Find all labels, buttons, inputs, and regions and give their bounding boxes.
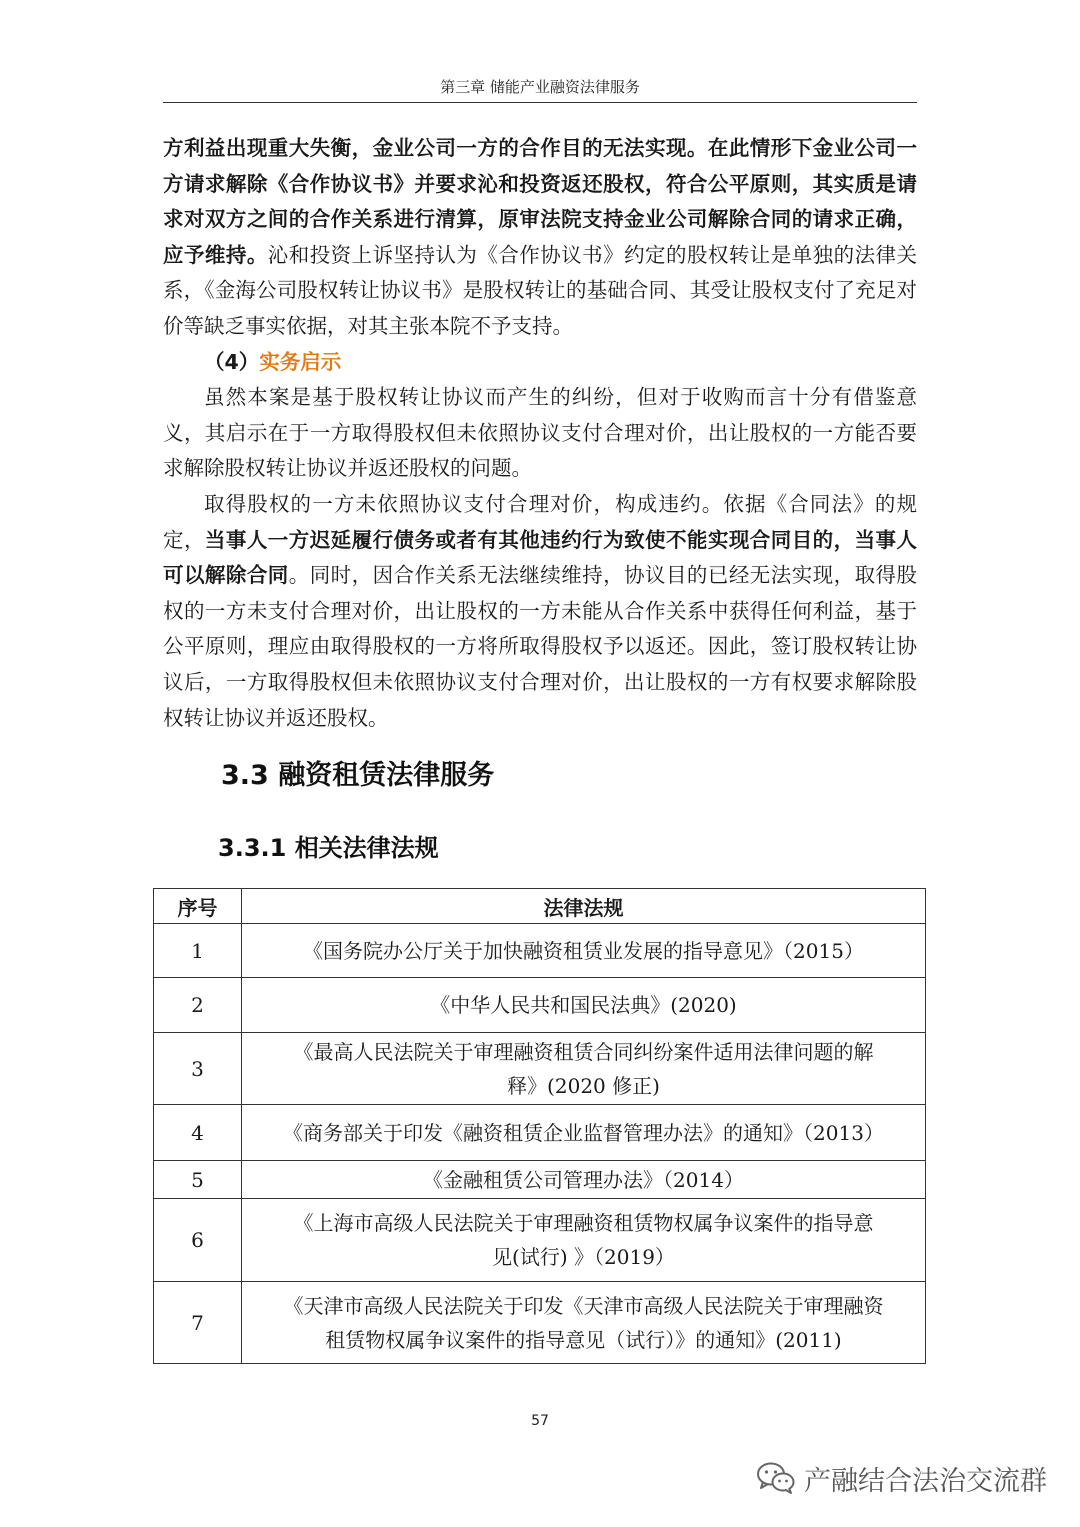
- header-number: 序号: [154, 889, 242, 924]
- row-law: 《国务院办公厅关于加快融资租赁业发展的指导意见》（2015）: [242, 924, 926, 978]
- row-law-line: 《上海市高级人民法院关于审理融资租赁物权属争议案件的指导意: [293, 1211, 874, 1235]
- page-number: 57: [531, 1413, 549, 1429]
- header-law: 法律法规: [242, 889, 926, 924]
- row-law: [242, 1199, 926, 1282]
- paragraph-1-normal: 沁和投资上诉坚持认为《合作协议书》约定的股权转让是单独的法律关系，《金海公司股权转让协议书》是股权转让的基础合同、其受让股权支付了充足对价等缺乏事实依据，对其主张本院不予支持。: [163, 242, 918, 338]
- table-row: [154, 1282, 926, 1364]
- row-number: 2: [154, 978, 242, 1033]
- paragraph-3-bold: 当事人一方迟延履行债务或者有其他违约行为致使不能实现合同目的，当事人可以解除合同: [163, 527, 918, 588]
- table-row: [154, 978, 926, 1033]
- paragraph-3-part-a: 取得股权的一方未依照协议支付合理对价，构成违约。依据《合同法》的规定，: [163, 491, 917, 552]
- row-number: 6: [154, 1199, 242, 1282]
- table-row: [154, 1199, 926, 1282]
- row-law-line: 《最高人民法院关于审理融资租赁合同纠纷案件适用法律问题的解: [293, 1039, 874, 1064]
- paragraph-1-bold: 方利益出现重大失衡，金业公司一方的合作目的无法实现。在此情形下金业公司一方请求解除《合作协议书》并要求沁和投资返还股权，符合公平原则，其实质是请求对双方之间的合作关系进行清算，原审法院支持金业公司解除合同的请求正确，应予维持。: [163, 136, 917, 267]
- paragraph-3: [163, 487, 917, 736]
- section-heading: 3.3 融资租赁法律服务: [221, 760, 495, 791]
- table-row: [154, 1105, 926, 1161]
- watermark: [756, 1458, 1047, 1498]
- paragraph-3-part-b: 。同时，因合作关系无法继续维持，协议目的已经无法实现，取得股权的一方未支付合理对价，出让股权的一方未能从合作关系中获得任何利益，基于公平原则，理应由取得股权的一方将所取得股权予以返还。因此，签订股权转让协议后，一方取得股权但未依照协议支付合理对价，出让股权的一方有权要求解除股权转让协议并返还股权。: [163, 563, 918, 730]
- page-header: 第三章 储能产业融资法律服务: [440, 78, 640, 96]
- table-row: [154, 1161, 926, 1199]
- row-law: 《商务部关于印发《融资租赁企业监督管理办法》的通知》（2013）: [242, 1105, 926, 1161]
- paragraph-2: 虽然本案是基于股权转让协议而产生的纠纷，但对于收购而言十分有借鉴意义，其启示在于一方取得股权但未依照协议支付合理对价，出让股权的一方能否要求解除股权转让协议并返还股权的问题。: [163, 385, 917, 481]
- row-law: 《金融租赁公司管理办法》（2014）: [242, 1161, 926, 1199]
- laws-table: [153, 888, 926, 1364]
- row-law-line: 租赁物权属争议案件的指导意见（试行）》的通知》(2011): [325, 1327, 842, 1352]
- table-row: [154, 924, 926, 978]
- header-divider: [163, 102, 917, 103]
- row-law-line: 释》(2020 修正): [507, 1073, 660, 1098]
- row-law: [242, 1033, 926, 1105]
- paragraph-1: [163, 131, 917, 345]
- row-number: 5: [154, 1161, 242, 1199]
- sub-heading-number: （4）: [204, 349, 260, 374]
- table-header-row: [154, 889, 926, 924]
- row-number: 1: [154, 924, 242, 978]
- row-number: 4: [154, 1105, 242, 1161]
- subsection-heading: 3.3.1 相关法律法规: [218, 834, 439, 862]
- sub-heading: [163, 345, 917, 381]
- row-law-line: 《天津市高级人民法院关于印发《天津市高级人民法院关于审理融资: [283, 1293, 884, 1318]
- row-number: 3: [154, 1033, 242, 1105]
- wechat-icon: [756, 1461, 796, 1495]
- row-number: 7: [154, 1282, 242, 1364]
- sub-heading-title: 实务启示: [259, 349, 342, 374]
- body-text: [163, 131, 917, 736]
- row-law: 《中华人民共和国民法典》(2020): [242, 978, 926, 1033]
- row-law-line: 见(试行) 》（2019）: [492, 1245, 675, 1269]
- table-row: [154, 1033, 926, 1105]
- watermark-text: 产融结合法治交流群: [804, 1465, 1047, 1497]
- row-law: [242, 1282, 926, 1364]
